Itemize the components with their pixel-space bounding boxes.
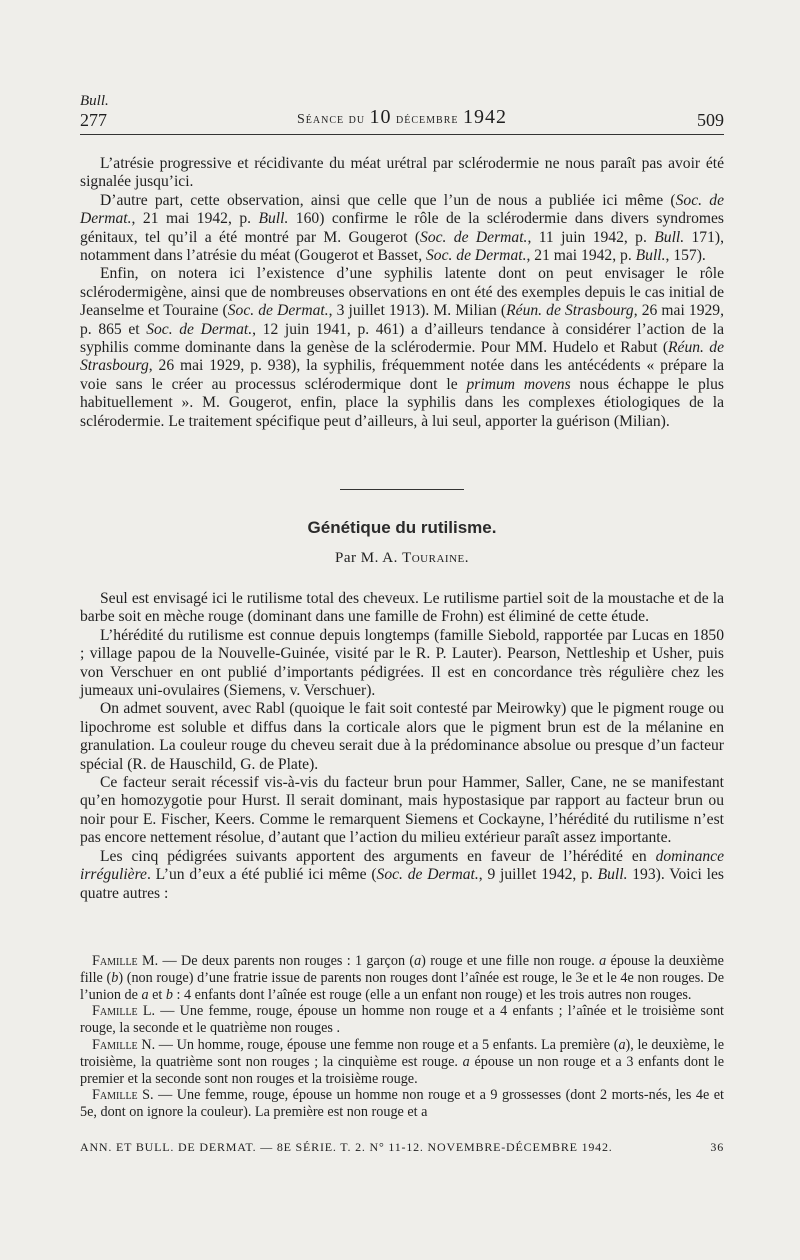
paragraph: Ce facteur serait récessif vis-à-vis du facteur brun pour Hammer, Saller, Cane, ne se manifestant qu’en homozygotie pour Hurst. Il serait dominant, mais hypostasique par rapport au facteur brun ou noir pour E. Fischer, Keers. Comme le remarquent Siemens et Cockayne, l’hérédité du rutilisme n’est pas encore nettement résolue, d’autant que l’action du milieu extérieur paraît assez importante. <box>80 774 724 847</box>
paragraph: Seul est envisagé ici le rutilisme total des cheveux. Le rutilisme partiel soit de la moustache et de la barbe soit en mèche rouge (dominant dans une famille de Frohn) est éliminé de cette étude. <box>80 590 724 626</box>
family-l: Famille L. — Une femme, rouge, épouse un homme non rouge et a 4 enfants ; l’aînée et le troisième sont rouge, la seconde et le quatrième non rouges . <box>80 1003 725 1037</box>
running-title-prefix: Séance du <box>296 112 370 127</box>
paragraph: D’autre part, cette observation, ainsi que celle que l’un de nous a publiée ici même (Soc. de Dermat., 21 mai 1942, p. Bull. 160) confirme le rôle de la sclérodermie dans divers syndromes génitaux, tel qu’il a été montré par M. Gougerot (Soc. de Dermat., 11 juin 1942, p. Bull. 171), notamment dans l’atrésie du méat (Gougerot et Basset, Soc. de Dermat., 21 mai 1942, p. Bull., 157). <box>80 191 724 265</box>
paragraph: L’hérédité du rutilisme est connue depuis longtemps (famille Siebold, rapportée par Lucas en 1850 ; village papou de la Nouvelle-Guinée, visité par le R. P. Lauter). Pearson, Nettleship et Usher, puis von Verschuer en ont publié d’importants pédigrées. Il est en concordance très régulière chez les jumeaux uni-ovulaires (Siemens, v. Verschuer). <box>80 626 724 700</box>
margin-number: 277 <box>80 110 107 130</box>
previous-article-conclusion <box>80 155 724 431</box>
author-name: Touraine. <box>402 550 469 566</box>
paragraph: Enfin, on notera ici l’existence d’une syphilis latente dont on peut envisager le rôle sclérodermigène, ainsi que de nombreuses observations en ont été des exemples depuis le cas initial de Jeanselme et Touraine (Soc. de Dermat., 3 juillet 1913). M. Milian (Réun. de Strasbourg, 26 mai 1929, p. 865 et Soc. de Dermat., 12 juin 1941, p. 461) a d’ailleurs tendance à considérer l’action de la syphilis comme dominante dans la genèse de la sclérodermie. Pour MM. Hudelo et Rabut (Réun. de Strasbourg, 26 mai 1929, p. 938), la syphilis, fréquemment notée dans les antécédents « prépare la voie sans le créer au processus sclérodermique dont le primum movens nous échappe le plus habituellement ». M. Gougerot, enfin, place la syphilis dans les complexes étiologiques de la sclérodermie. Le traitement spécifique peut d’ailleurs, à lui seul, apporter la guérison (Milian). <box>80 265 724 430</box>
running-title-mid: décembre <box>391 112 463 127</box>
header-rule <box>80 134 724 135</box>
page-header <box>80 103 724 133</box>
journal-line: ANN. ET BULL. DE DERMAT. — 8E SÉRIE. T. 2. N° 11-12. NOVEMBRE-DÉCEMBRE 1942. <box>80 1140 613 1154</box>
page-number: 509 <box>697 110 724 130</box>
family-s: Famille S. — Une femme, rouge, épouse un homme non rouge et a 9 grossesses (dont 2 morts-nés, les 4e et 5e, dont on ignore la couleur). La première est non rouge et a <box>80 1087 724 1121</box>
margin-note: Bull. <box>80 93 109 109</box>
paragraph: L’atrésie progressive et récidivante du méat urétral par sclérodermie ne nous paraît pas avoir été signalée jusqu’ici. <box>80 155 724 191</box>
family-pedigrees <box>80 953 724 1121</box>
article-byline: Par M. A. Touraine. <box>334 550 469 566</box>
paragraph: Les cinq pédigrées suivants apportent des arguments en faveur de l’hérédité en dominance irrégulière. L’un d’eux a été publié ici même (Soc. de Dermat., 9 juillet 1942, p. Bull. 193). Voici les quatre autres : <box>80 847 724 902</box>
paragraph: On admet souvent, avec Rabl (quoique le fait soit contesté par Meirowky) que le pigment rouge ou lipochrome est soluble et diffus dans la corticale alors que le pigment brun est de la mélanine en granulation. La couleur rouge du cheveu serait due à la prédominance absolue ou presque d’un facteur spécial (R. de Hauschild, G. de Plate). <box>80 700 724 773</box>
section-divider <box>340 489 464 490</box>
article-body <box>80 590 724 903</box>
signature-mark: 36 <box>710 1140 724 1154</box>
running-title <box>80 106 724 129</box>
running-title-day: 10 <box>369 106 392 128</box>
running-title-year: 1942 <box>463 106 507 128</box>
page-footer <box>80 1140 724 1155</box>
family-m: Famille M. — De deux parents non rouges : 1 garçon (a) rouge et une fille non rouge. a épouse la deuxième fille (b) (non rouge) d’une fratrie issue de parents non rouges dont l’aînée est rouge, le 3e et le 4e non rouges. De l’union de a et b : 4 enfants dont l’aînée est rouge (elle a un enfant non rouge) et les trois autres non rouges. <box>80 953 725 1003</box>
article-title: Génétique du rutilisme. <box>307 518 497 537</box>
family-n: Famille N. — Un homme, rouge, épouse une femme non rouge et a 5 enfants. La première (a), le deuxième, le troisième, la quatrième sont non rouges ; la cinquième est rouge. a épouse un non rouge et a 3 enfants dont le premier et la seconde sont non rouges et la troisième rouge. <box>80 1036 724 1087</box>
